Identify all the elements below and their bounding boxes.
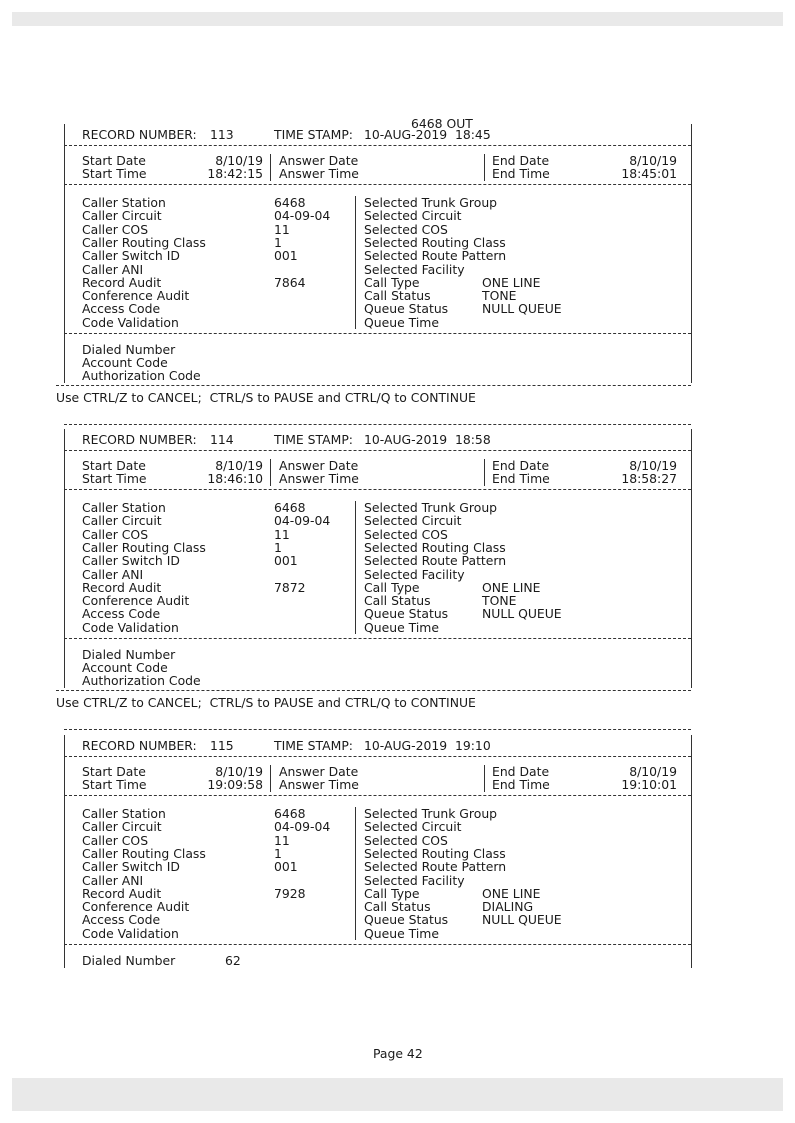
- end-date: 8/10/19: [629, 458, 677, 473]
- answer-date-label: Answer Date: [279, 458, 359, 473]
- cancel-instructions: Use CTRL/Z to CANCEL; CTRL/S to PAUSE and CTRL/Q to CONTINUE: [56, 390, 476, 405]
- field-label-conference-audit: Conference Audit: [82, 593, 190, 609]
- field-label-record-audit: Record Audit: [82, 274, 162, 290]
- answer-time-label: Answer Time: [279, 777, 359, 792]
- field-label-selected-facility: Selected Facility: [364, 872, 465, 888]
- field-label-caller-routing-class: Caller Routing Class: [82, 539, 206, 555]
- time-stamp: 10-AUG-2019 18:45: [364, 127, 491, 142]
- field-value-caller-station: 6468: [274, 500, 306, 515]
- field-label-call-type: Call Type: [364, 885, 420, 901]
- field-value-record-audit: 7872: [274, 579, 306, 595]
- field-label-selected-routing-class: Selected Routing Class: [364, 539, 506, 555]
- table-border: [270, 154, 271, 181]
- end-time-label: End Time: [492, 471, 550, 486]
- field-value-caller-switch-id: 001: [274, 248, 298, 264]
- table-border: [691, 735, 692, 968]
- start-date: 8/10/19: [215, 764, 263, 779]
- field-label-selected-cos: Selected COS: [364, 832, 448, 848]
- field-label-conference-audit: Conference Audit: [82, 899, 190, 915]
- field-label-record-audit: Record Audit: [82, 579, 162, 595]
- dashed-separator: [56, 385, 691, 386]
- dashed-separator: [64, 333, 691, 334]
- account-code-label: Account Code: [82, 355, 168, 370]
- start-date: 8/10/19: [215, 153, 263, 168]
- dialed-number-label: Dialed Number: [82, 953, 176, 968]
- report-title: 6468 OUT: [411, 116, 473, 131]
- time-stamp-label: TIME STAMP:: [274, 432, 353, 447]
- dashed-separator: [64, 424, 691, 425]
- field-label-caller-station: Caller Station: [82, 806, 166, 821]
- record-number: 113: [210, 127, 234, 142]
- record-number-label: RECORD NUMBER:: [82, 127, 197, 142]
- field-label-caller-circuit: Caller Circuit: [82, 208, 162, 224]
- table-border: [484, 154, 485, 181]
- field-value-caller-routing-class: 1: [274, 845, 282, 861]
- end-date: 8/10/19: [629, 153, 677, 168]
- table-border: [64, 429, 65, 688]
- table-border: [355, 807, 356, 940]
- dashed-separator: [64, 184, 691, 185]
- field-label-selected-cos: Selected COS: [364, 526, 448, 542]
- field-label-caller-routing-class: Caller Routing Class: [82, 234, 206, 250]
- field-label-queue-status: Queue Status: [364, 606, 449, 622]
- page-number: Page 42: [373, 1046, 423, 1061]
- table-border: [270, 765, 271, 792]
- field-label-selected-facility: Selected Facility: [364, 566, 465, 582]
- authorization-code-label: Authorization Code: [82, 673, 201, 688]
- answer-time-label: Answer Time: [279, 471, 359, 486]
- field-value-caller-circuit: 04-09-04: [274, 513, 331, 529]
- field-label-queue-time: Queue Time: [364, 619, 439, 635]
- field-value-caller-cos: 11: [274, 832, 290, 848]
- dialed-number-value: 62: [225, 953, 241, 968]
- field-label-caller-ani: Caller ANI: [82, 566, 144, 582]
- table-border: [691, 124, 692, 383]
- time-stamp-label: TIME STAMP:: [274, 127, 353, 142]
- field-value-call-type: ONE LINE: [482, 579, 541, 595]
- start-time-label: Start Time: [82, 777, 147, 792]
- time-stamp: 10-AUG-2019 18:58: [364, 432, 491, 447]
- field-label-queue-time: Queue Time: [364, 314, 439, 330]
- scan-top-band: [12, 12, 783, 26]
- field-label-caller-cos: Caller COS: [82, 526, 149, 542]
- field-label-call-type: Call Type: [364, 274, 420, 290]
- field-label-caller-switch-id: Caller Switch ID: [82, 859, 180, 875]
- field-value-call-status: TONE: [482, 593, 517, 609]
- end-date-label: End Date: [492, 764, 550, 779]
- field-label-queue-status: Queue Status: [364, 912, 449, 928]
- start-date: 8/10/19: [215, 458, 263, 473]
- field-label-selected-trunk-group: Selected Trunk Group: [364, 500, 498, 515]
- start-date-label: Start Date: [82, 458, 146, 473]
- table-border: [355, 196, 356, 329]
- table-border: [270, 459, 271, 486]
- field-label-selected-circuit: Selected Circuit: [364, 208, 462, 224]
- cancel-instructions: Use CTRL/Z to CANCEL; CTRL/S to PAUSE and CTRL/Q to CONTINUE: [56, 695, 476, 710]
- end-time: 19:10:01: [621, 777, 677, 792]
- field-label-queue-status: Queue Status: [364, 301, 449, 317]
- field-label-caller-routing-class: Caller Routing Class: [82, 845, 206, 861]
- authorization-code-label: Authorization Code: [82, 368, 201, 383]
- field-label-caller-cos: Caller COS: [82, 221, 149, 237]
- start-date-label: Start Date: [82, 153, 146, 168]
- field-label-call-status: Call Status: [364, 593, 431, 609]
- table-border: [484, 459, 485, 486]
- field-value-caller-routing-class: 1: [274, 234, 282, 250]
- field-label-record-audit: Record Audit: [82, 885, 162, 901]
- dashed-separator: [64, 450, 691, 451]
- field-value-caller-circuit: 04-09-04: [274, 208, 331, 224]
- table-border: [355, 501, 356, 634]
- field-label-caller-ani: Caller ANI: [82, 872, 144, 888]
- answer-date-label: Answer Date: [279, 153, 359, 168]
- field-label-selected-routing-class: Selected Routing Class: [364, 234, 506, 250]
- field-value-caller-circuit: 04-09-04: [274, 819, 331, 835]
- field-value-record-audit: 7864: [274, 274, 306, 290]
- dashed-separator: [64, 729, 691, 730]
- field-label-queue-time: Queue Time: [364, 925, 439, 941]
- start-time: 18:46:10: [207, 471, 263, 486]
- field-label-call-status: Call Status: [364, 288, 431, 304]
- field-label-caller-circuit: Caller Circuit: [82, 513, 162, 529]
- dashed-separator: [64, 795, 691, 796]
- field-value-caller-cos: 11: [274, 526, 290, 542]
- field-label-caller-circuit: Caller Circuit: [82, 819, 162, 835]
- answer-time-label: Answer Time: [279, 166, 359, 181]
- field-value-caller-cos: 11: [274, 221, 290, 237]
- dashed-separator: [64, 638, 691, 639]
- dashed-separator: [64, 756, 691, 757]
- end-time: 18:45:01: [621, 166, 677, 181]
- dashed-separator: [64, 944, 691, 945]
- field-label-caller-station: Caller Station: [82, 500, 166, 515]
- field-value-caller-station: 6468: [274, 195, 306, 210]
- account-code-label: Account Code: [82, 660, 168, 675]
- field-label-caller-station: Caller Station: [82, 195, 166, 210]
- end-time-label: End Time: [492, 166, 550, 181]
- field-label-selected-facility: Selected Facility: [364, 261, 465, 277]
- record-number-label: RECORD NUMBER:: [82, 738, 197, 753]
- table-border: [691, 429, 692, 688]
- time-stamp: 10-AUG-2019 19:10: [364, 738, 491, 753]
- field-label-code-validation: Code Validation: [82, 925, 179, 941]
- table-border: [484, 765, 485, 792]
- field-value-queue-status: NULL QUEUE: [482, 912, 562, 928]
- end-date: 8/10/19: [629, 764, 677, 779]
- field-label-selected-circuit: Selected Circuit: [364, 819, 462, 835]
- record-number: 114: [210, 432, 234, 447]
- dashed-separator: [64, 145, 691, 146]
- field-label-selected-route-pattern: Selected Route Pattern: [364, 248, 507, 264]
- field-label-caller-switch-id: Caller Switch ID: [82, 248, 180, 264]
- record-number: 115: [210, 738, 234, 753]
- dashed-separator: [56, 690, 691, 691]
- dashed-separator: [64, 489, 691, 490]
- table-border: [64, 735, 65, 968]
- table-border: [64, 124, 65, 383]
- field-label-caller-switch-id: Caller Switch ID: [82, 553, 180, 569]
- end-time: 18:58:27: [621, 471, 677, 486]
- dialed-number-label: Dialed Number: [82, 647, 176, 662]
- field-label-selected-trunk-group: Selected Trunk Group: [364, 806, 498, 821]
- field-value-call-status: TONE: [482, 288, 517, 304]
- field-label-caller-ani: Caller ANI: [82, 261, 144, 277]
- field-label-access-code: Access Code: [82, 301, 161, 317]
- dialed-number-label: Dialed Number: [82, 342, 176, 357]
- start-time: 18:42:15: [207, 166, 263, 181]
- start-time-label: Start Time: [82, 471, 147, 486]
- field-label-code-validation: Code Validation: [82, 619, 179, 635]
- field-label-code-validation: Code Validation: [82, 314, 179, 330]
- end-date-label: End Date: [492, 153, 550, 168]
- field-label-selected-routing-class: Selected Routing Class: [364, 845, 506, 861]
- field-label-selected-circuit: Selected Circuit: [364, 513, 462, 529]
- field-label-call-type: Call Type: [364, 579, 420, 595]
- field-value-call-type: ONE LINE: [482, 274, 541, 290]
- field-value-caller-station: 6468: [274, 806, 306, 821]
- start-time: 19:09:58: [207, 777, 263, 792]
- field-value-caller-routing-class: 1: [274, 539, 282, 555]
- field-label-conference-audit: Conference Audit: [82, 288, 190, 304]
- scan-bottom-band: [12, 1078, 783, 1111]
- field-label-selected-route-pattern: Selected Route Pattern: [364, 553, 507, 569]
- field-value-record-audit: 7928: [274, 885, 306, 901]
- end-time-label: End Time: [492, 777, 550, 792]
- field-label-selected-cos: Selected COS: [364, 221, 448, 237]
- field-label-access-code: Access Code: [82, 606, 161, 622]
- field-label-selected-route-pattern: Selected Route Pattern: [364, 859, 507, 875]
- field-value-call-type: ONE LINE: [482, 885, 541, 901]
- answer-date-label: Answer Date: [279, 764, 359, 779]
- start-date-label: Start Date: [82, 764, 146, 779]
- field-label-selected-trunk-group: Selected Trunk Group: [364, 195, 498, 210]
- start-time-label: Start Time: [82, 166, 147, 181]
- time-stamp-label: TIME STAMP:: [274, 738, 353, 753]
- field-value-caller-switch-id: 001: [274, 859, 298, 875]
- field-value-queue-status: NULL QUEUE: [482, 301, 562, 317]
- field-value-call-status: DIALING: [482, 899, 534, 915]
- field-label-call-status: Call Status: [364, 899, 431, 915]
- end-date-label: End Date: [492, 458, 550, 473]
- field-value-queue-status: NULL QUEUE: [482, 606, 562, 622]
- record-number-label: RECORD NUMBER:: [82, 432, 197, 447]
- field-label-caller-cos: Caller COS: [82, 832, 149, 848]
- field-value-caller-switch-id: 001: [274, 553, 298, 569]
- field-label-access-code: Access Code: [82, 912, 161, 928]
